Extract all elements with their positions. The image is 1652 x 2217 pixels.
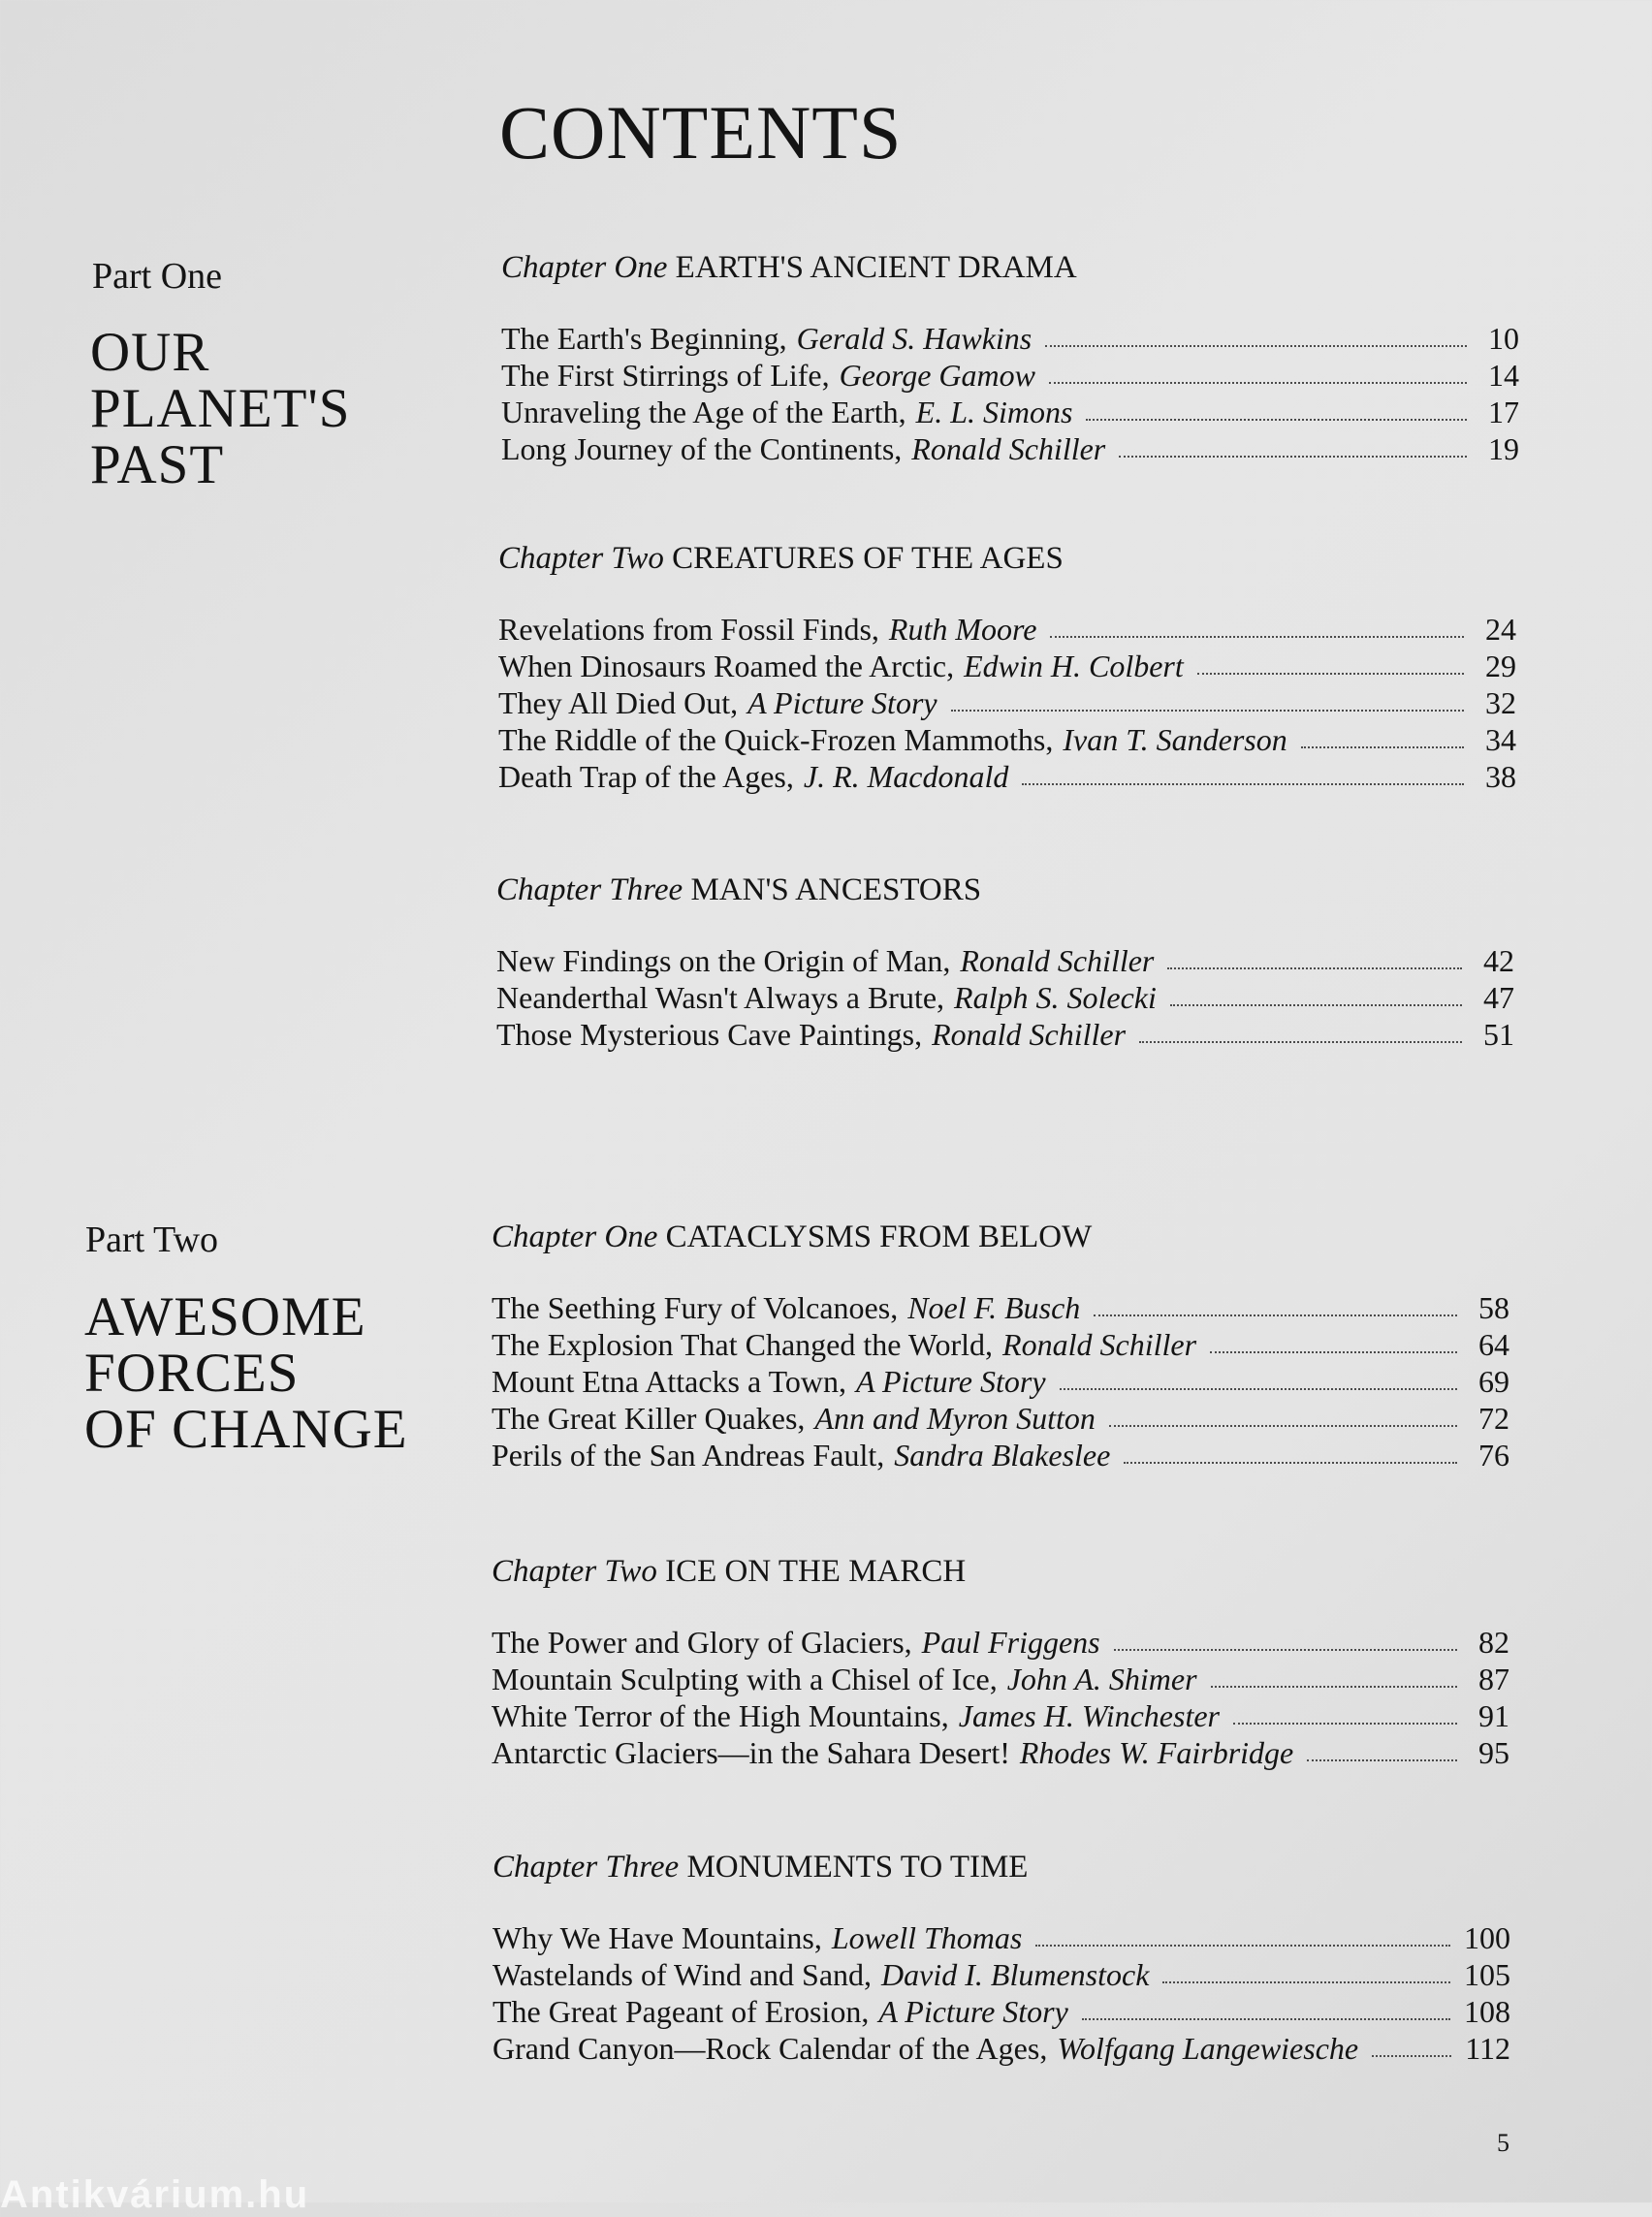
dot-leader	[1124, 1462, 1457, 1464]
entry-page: 42	[1483, 943, 1514, 978]
entry-list	[498, 612, 1516, 796]
entry-page: 105	[1464, 1957, 1510, 1992]
chapter-section	[492, 1852, 1510, 2068]
toc-entry[interactable]	[498, 759, 1516, 796]
entry-title: Antarctic Glaciers—in the Sahara Desert!	[492, 1735, 1010, 1770]
chapter-ordinal: Chapter Three	[496, 872, 683, 907]
toc-entry[interactable]	[498, 685, 1516, 722]
entry-title: The Explosion That Changed the World,	[492, 1327, 994, 1362]
entry-page: 82	[1478, 1625, 1509, 1660]
entry-author: Paul Friggens	[921, 1625, 1100, 1660]
toc-entry[interactable]	[496, 943, 1514, 980]
page-title: CONTENTS	[499, 90, 903, 174]
watermark: Antikvárium.hu	[0, 2173, 310, 2216]
entry-author: J. R. Macdonald	[803, 759, 1009, 794]
entry-page: 17	[1488, 395, 1519, 429]
entry-title: Long Journey of the Continents,	[501, 431, 903, 466]
toc-entry[interactable]	[501, 431, 1519, 468]
entry-author: Noel F. Busch	[907, 1290, 1081, 1325]
entry-author: David I. Blumenstock	[881, 1957, 1150, 1992]
entry-author: Rhodes W. Fairbridge	[1019, 1735, 1294, 1770]
entry-title: Why We Have Mountains,	[492, 1920, 822, 1955]
part-heading-line: FORCES	[84, 1343, 300, 1404]
entry-page: 72	[1478, 1401, 1509, 1436]
entry-author: A Picture Story	[878, 1994, 1068, 2029]
dot-leader	[1167, 967, 1462, 969]
toc-entry[interactable]	[492, 1957, 1510, 1994]
entry-author: Ronald Schiller	[932, 1017, 1127, 1052]
entry-page: 58	[1478, 1290, 1509, 1325]
dot-leader	[1162, 1981, 1450, 1983]
entry-list	[492, 1290, 1509, 1474]
part-heading-line: AWESOME	[84, 1286, 366, 1347]
toc-entry[interactable]	[492, 1662, 1509, 1698]
entry-title: Wastelands of Wind and Sand,	[492, 1957, 873, 1992]
toc-entry[interactable]	[492, 2031, 1510, 2068]
entry-page: 87	[1478, 1662, 1509, 1696]
entry-page: 76	[1478, 1438, 1509, 1473]
entry-list	[492, 1625, 1509, 1772]
entry-page: 32	[1485, 685, 1516, 720]
dot-leader	[1307, 1759, 1457, 1761]
dot-leader	[1301, 746, 1464, 748]
entry-title: Neanderthal Wasn't Always a Brute,	[496, 980, 945, 1015]
entry-list	[492, 1920, 1510, 2068]
dot-leader	[1049, 382, 1467, 384]
entry-page: 14	[1488, 358, 1519, 393]
entry-author: Ralph S. Solecki	[954, 980, 1157, 1015]
chapter-ordinal: Chapter Three	[492, 1850, 680, 1884]
dot-leader	[1170, 1004, 1462, 1006]
entry-page: 24	[1485, 612, 1516, 647]
toc-entry[interactable]	[492, 1698, 1509, 1735]
entry-author: Ronald Schiller	[960, 943, 1155, 978]
chapter-ordinal: Chapter Two	[498, 541, 664, 576]
toc-entry[interactable]	[496, 1017, 1514, 1054]
entry-author: Sandra Blakeslee	[894, 1438, 1111, 1473]
entry-page: 112	[1465, 2031, 1510, 2066]
page-number: 5	[1497, 2129, 1509, 2157]
entry-author: E. L. Simons	[915, 395, 1073, 429]
entry-author: Edwin H. Colbert	[964, 649, 1184, 683]
chapter-title: MONUMENTS TO TIME	[686, 1850, 1029, 1884]
entry-author: Ann and Myron Sutton	[814, 1401, 1096, 1436]
toc-entry[interactable]	[492, 1290, 1509, 1327]
toc-entry[interactable]	[498, 612, 1516, 649]
dot-leader	[1139, 1041, 1462, 1043]
chapter-section	[498, 543, 1516, 796]
entry-title: New Findings on the Origin of Man,	[496, 943, 951, 978]
entry-title: White Terror of the High Mountains,	[492, 1698, 949, 1733]
chapter-ordinal: Chapter One	[492, 1219, 658, 1254]
entry-author: John A. Shimer	[1006, 1662, 1197, 1696]
entry-title: Mount Etna Attacks a Town,	[492, 1364, 847, 1399]
chapter-ordinal: Chapter One	[501, 250, 668, 285]
entry-title: Revelations from Fossil Finds,	[498, 612, 879, 647]
entry-title: Perils of the San Andreas Fault,	[492, 1438, 885, 1473]
dot-leader	[1119, 456, 1467, 458]
chapter-title: CREATURES OF THE AGES	[672, 541, 1064, 576]
part-label: Part Two	[85, 1219, 219, 1260]
toc-entry[interactable]	[492, 1994, 1510, 2031]
chapter-section	[501, 252, 1519, 468]
entry-title: The Riddle of the Quick-Frozen Mammoths,	[498, 722, 1054, 757]
entry-title: Those Mysterious Cave Paintings,	[496, 1017, 923, 1052]
entry-title: The Great Pageant of Erosion,	[492, 1994, 870, 2029]
entry-author: Lowell Thomas	[831, 1920, 1023, 1955]
entry-title: The Earth's Beginning,	[501, 321, 787, 356]
entry-title: The Great Killer Quakes,	[492, 1401, 806, 1436]
entry-title: Grand Canyon—Rock Calendar of the Ages,	[492, 2031, 1048, 2066]
part-heading-line: OUR	[90, 322, 210, 383]
part-heading-line: PAST	[90, 434, 225, 495]
dot-leader	[1211, 1686, 1457, 1688]
entry-title: Mountain Sculpting with a Chisel of Ice,	[492, 1662, 998, 1696]
entry-page: 64	[1478, 1327, 1509, 1362]
dot-leader	[1022, 783, 1464, 785]
entry-title: The Power and Glory of Glaciers,	[492, 1625, 912, 1660]
dot-leader	[1082, 2018, 1450, 2020]
dot-leader	[1086, 419, 1467, 421]
entry-author: George Gamow	[839, 358, 1035, 393]
toc-entry[interactable]	[498, 649, 1516, 685]
dot-leader	[1233, 1723, 1457, 1725]
entry-list	[501, 321, 1519, 468]
entry-page: 19	[1488, 431, 1519, 466]
toc-entry[interactable]	[492, 1625, 1509, 1662]
part-heading	[84, 1286, 408, 1460]
toc-entry[interactable]	[492, 1438, 1509, 1474]
toc-entry[interactable]	[492, 1364, 1509, 1401]
dot-leader	[1210, 1351, 1457, 1353]
dot-leader	[1035, 1945, 1450, 1947]
chapter-section	[492, 1556, 1509, 1772]
part-heading	[90, 322, 351, 495]
entry-title: When Dinosaurs Roamed the Arctic,	[498, 649, 955, 683]
entry-author: Ivan T. Sanderson	[1063, 722, 1287, 757]
entry-page: 10	[1488, 321, 1519, 356]
entry-page: 95	[1478, 1735, 1509, 1770]
entry-author: Ronald Schiller	[1002, 1327, 1197, 1362]
entry-page: 38	[1485, 759, 1516, 794]
dot-leader	[1372, 2055, 1451, 2057]
toc-entry[interactable]	[498, 722, 1516, 759]
part-label: Part One	[92, 256, 223, 297]
entry-title: Unraveling the Age of the Earth,	[501, 395, 906, 429]
entry-title: The Seething Fury of Volcanoes,	[492, 1290, 899, 1325]
entry-page: 34	[1485, 722, 1516, 757]
toc-entry[interactable]	[492, 1735, 1509, 1772]
entry-page: 100	[1464, 1920, 1510, 1955]
entry-page: 108	[1464, 1994, 1510, 2029]
entry-page: 29	[1485, 649, 1516, 683]
toc-entry[interactable]	[492, 1401, 1509, 1438]
entry-title: Death Trap of the Ages,	[498, 759, 794, 794]
chapter-title: MAN'S ANCESTORS	[690, 872, 982, 907]
entry-author: Ronald Schiller	[911, 431, 1106, 466]
entry-author: Ruth Moore	[888, 612, 1037, 647]
entry-page: 69	[1478, 1364, 1509, 1399]
chapter-heading	[498, 543, 1516, 575]
toc-entry[interactable]	[496, 980, 1514, 1017]
toc-entry[interactable]	[501, 395, 1519, 431]
chapter-title: EARTH'S ANCIENT DRAMA	[675, 250, 1077, 285]
chapter-heading	[492, 1852, 1510, 1884]
chapter-section	[492, 1221, 1509, 1474]
chapter-heading	[501, 252, 1519, 284]
entry-page: 47	[1483, 980, 1514, 1015]
entry-list	[496, 943, 1514, 1054]
part-heading-line: PLANET'S	[90, 378, 351, 439]
entry-author: A Picture Story	[856, 1364, 1046, 1399]
chapter-ordinal: Chapter Two	[492, 1554, 657, 1589]
entry-page: 91	[1478, 1698, 1509, 1733]
chapter-heading	[492, 1221, 1509, 1253]
chapter-title: ICE ON THE MARCH	[665, 1554, 967, 1589]
entry-page: 51	[1483, 1017, 1514, 1052]
entry-author: Wolfgang Langewiesche	[1057, 2031, 1359, 2066]
part-heading-line: OF CHANGE	[84, 1399, 408, 1460]
entry-title: The First Stirrings of Life,	[501, 358, 830, 393]
dot-leader	[1094, 1314, 1457, 1316]
toc-entry[interactable]	[501, 358, 1519, 395]
chapter-title: CATACLYSMS FROM BELOW	[665, 1219, 1093, 1254]
chapter-section	[496, 874, 1514, 1054]
entry-author: A Picture Story	[747, 685, 937, 720]
dot-leader	[1197, 673, 1464, 675]
toc-entry[interactable]	[492, 1920, 1510, 1957]
chapter-heading	[496, 874, 1514, 906]
entry-author: Gerald S. Hawkins	[796, 321, 1032, 356]
toc-entry[interactable]	[501, 321, 1519, 358]
dot-leader	[1060, 1388, 1457, 1390]
entry-title: They All Died Out,	[498, 685, 739, 720]
dot-leader	[1109, 1425, 1457, 1427]
toc-entry[interactable]	[492, 1327, 1509, 1364]
dot-leader	[951, 710, 1464, 712]
dot-leader	[1114, 1649, 1457, 1651]
entry-author: James H. Winchester	[958, 1698, 1220, 1733]
dot-leader	[1045, 345, 1467, 347]
chapter-heading	[492, 1556, 1509, 1588]
dot-leader	[1050, 636, 1464, 638]
